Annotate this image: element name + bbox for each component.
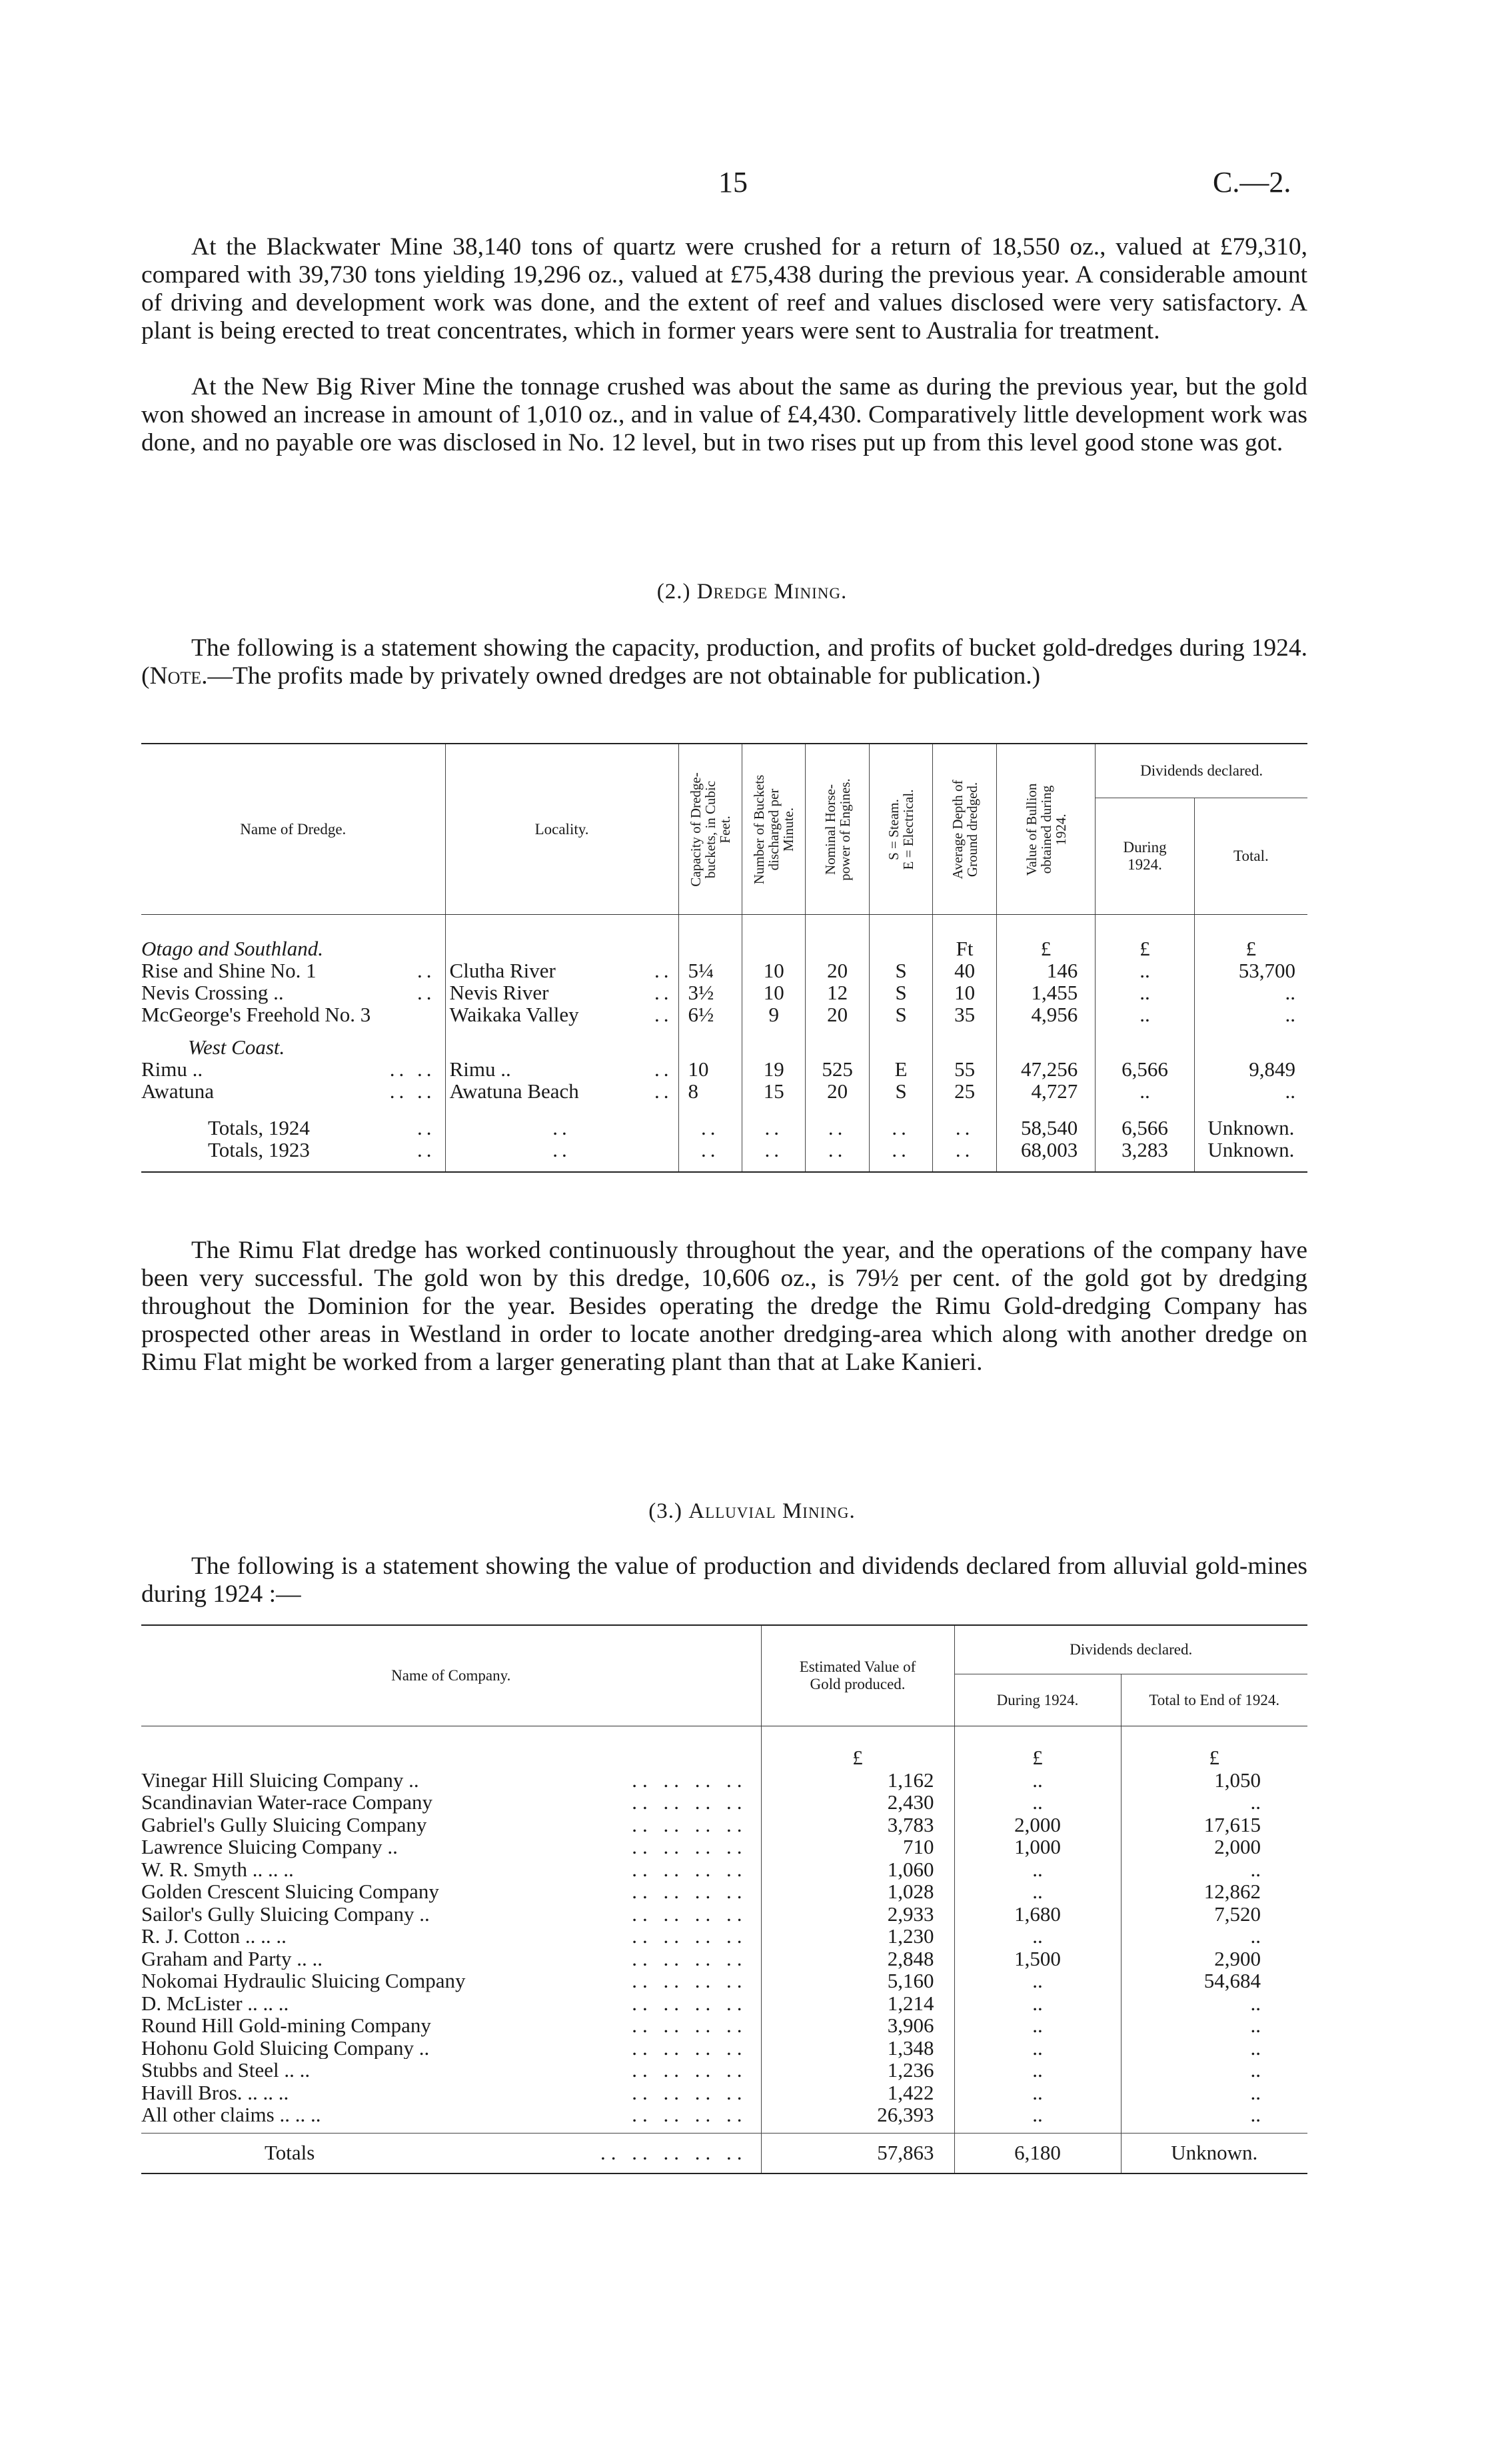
alluvial-name-cell <box>141 1992 761 2015</box>
dredge-locality: Nevis River <box>449 981 549 1004</box>
dredge-name: Awatuna <box>141 1079 215 1103</box>
alluvial-value: 710 <box>761 1836 954 1858</box>
dredge-capacity: 5¼ <box>678 959 742 981</box>
dredge-empty-cell: .. <box>869 1139 932 1172</box>
alluvial-during: .. <box>954 1769 1121 1792</box>
dredge-locality: Waikaka Valley <box>449 1003 579 1026</box>
alluvial-header-row <box>141 1625 1307 1674</box>
unit-total: £ <box>1194 915 1307 960</box>
alluvial-totals-row <box>141 2133 1307 2173</box>
alluvial-leader-dots: .. .. .. .. <box>632 1768 748 1791</box>
alluvial-totals-value: 57,863 <box>761 2133 954 2173</box>
dredge-name-dots: .. .. <box>389 1057 436 1081</box>
alluvial-row <box>141 2104 1307 2133</box>
alluvial-col-during: During 1924. <box>954 1674 1121 1726</box>
dredge-totals-during: 6,566 <box>1096 1102 1194 1139</box>
dredge-empty-cell: .. <box>678 1102 742 1139</box>
alluvial-total: .. <box>1121 2037 1307 2060</box>
alluvial-row <box>141 1858 1307 1881</box>
alluvial-during: 1,000 <box>954 1836 1121 1858</box>
alluvial-row <box>141 1836 1307 1858</box>
alluvial-company-name: W. R. Smyth .. .. .. <box>141 1858 294 1880</box>
alluvial-value: 2,430 <box>761 1791 954 1814</box>
dredge-empty-cell: .. <box>806 1139 869 1172</box>
dredge-heading <box>0 580 1504 604</box>
alluvial-total: .. <box>1121 1858 1307 1881</box>
dredge-totals-label-cell <box>141 1102 445 1139</box>
dredge-locality-dots: .. <box>654 1003 673 1026</box>
alluvial-name-cell <box>141 1925 761 1948</box>
alluvial-unit-during: £ <box>954 1726 1121 1769</box>
dredge-intro <box>141 634 1307 690</box>
alluvial-value: 1,236 <box>761 2059 954 2082</box>
dredge-empty-cell: .. <box>933 1139 996 1172</box>
alluvial-leader-dots: .. .. .. .. <box>632 1880 748 1903</box>
alluvial-leader-dots: .. .. .. .. <box>632 1791 748 1814</box>
alluvial-name-cell <box>141 2082 761 2104</box>
dredge-name: McGeorge's Freehold No. 3 <box>141 1003 371 1026</box>
dredge-col-horsepower: Nominal Horse- power of Engines. <box>806 744 869 915</box>
alluvial-during: .. <box>954 1858 1121 1881</box>
alluvial-heading-number: (3.) <box>648 1499 682 1523</box>
dredge-capacity: 6½ <box>678 1003 742 1025</box>
alluvial-total: 2,000 <box>1121 1836 1307 1858</box>
dredge-col-power: S = Steam. E = Electrical. <box>869 744 932 915</box>
alluvial-during: .. <box>954 1791 1121 1814</box>
dredge-during: .. <box>1096 981 1194 1003</box>
alluvial-leader-dots: .. .. .. .. <box>632 1947 748 1970</box>
unit-during: £ <box>1096 915 1194 960</box>
dredge-horsepower: 20 <box>806 959 869 981</box>
alluvial-totals-total: Unknown. <box>1121 2133 1307 2173</box>
dredge-locality-dots: .. <box>654 981 673 1004</box>
dredge-horsepower: 20 <box>806 1003 869 1025</box>
dredge-name-dots: .. .. <box>389 1079 436 1103</box>
alluvial-unit-total: £ <box>1121 1726 1307 1769</box>
alluvial-company-name: R. J. Cotton .. .. .. <box>141 1925 287 1948</box>
alluvial-leader-dots: .. .. .. .. <box>632 1970 748 1992</box>
alluvial-total: .. <box>1121 1925 1307 1948</box>
alluvial-table <box>141 1624 1307 2174</box>
alluvial-leader-dots: .. .. .. .. <box>632 2036 748 2059</box>
dredge-total: .. <box>1194 981 1307 1003</box>
alluvial-during: .. <box>954 2059 1121 2082</box>
alluvial-value: 1,214 <box>761 1992 954 2015</box>
dredge-empty-cell: .. <box>933 1102 996 1139</box>
dredge-col-name: Name of Dredge. <box>141 744 445 915</box>
alluvial-total: .. <box>1121 2059 1307 2082</box>
alluvial-leader-dots: .. .. .. .. <box>632 1858 748 1880</box>
dredge-name: Rimu .. <box>141 1057 203 1081</box>
alluvial-value: 2,933 <box>761 1903 954 1926</box>
alluvial-name-cell <box>141 1903 761 1926</box>
alluvial-during: .. <box>954 1880 1121 1903</box>
dredge-empty-cell: .. <box>806 1102 869 1139</box>
dredge-after-paragraph: The Rimu Flat dredge has worked continuously throughout the year, and the operations of the company have been very successful. The gold won by this dredge, 10,606 oz., is 79½ per cent. of the gold got by dredging throughout the Dominion for the year. Besides operating the dredge the Rimu Gold-dredging Company has prospected other areas in Westland in order to locate another dredging-area which along with another dredge on Rimu Flat might be worked from a larger generating plant than that at Lake Kanieri. <box>141 1237 1307 1376</box>
dredge-totals-dots: .. <box>417 1138 436 1161</box>
alluvial-value: 1,230 <box>761 1925 954 1948</box>
alluvial-during: 1,500 <box>954 1948 1121 1970</box>
dredge-totals-dots: .. <box>417 1116 436 1139</box>
alluvial-name-cell <box>141 1836 761 1858</box>
alluvial-name-cell <box>141 1791 761 1814</box>
dredge-col-capacity: Capacity of Dredge- buckets, in Cubic Feet. <box>678 744 742 915</box>
dredge-col-bullion: Value of Bullion obtained during 1924. <box>996 744 1095 915</box>
dredge-depth: 35 <box>933 1003 996 1025</box>
dredge-during: .. <box>1096 959 1194 981</box>
alluvial-name-cell <box>141 1948 761 1970</box>
dredge-total: .. <box>1194 1003 1307 1025</box>
alluvial-company-name: Stubbs and Steel .. .. <box>141 2059 311 2082</box>
alluvial-company-name: Lawrence Sluicing Company .. <box>141 1836 398 1858</box>
alluvial-leader-dots: .. .. .. .. <box>632 1836 748 1858</box>
dredge-power: E <box>869 1058 932 1080</box>
alluvial-name-cell <box>141 2037 761 2060</box>
dredge-col-locality: Locality. <box>445 744 678 915</box>
dredge-header-row <box>141 744 1307 798</box>
alluvial-value: 5,160 <box>761 1970 954 1992</box>
alluvial-units-row <box>141 1726 1307 1769</box>
alluvial-leader-dots: .. .. .. .. <box>632 1925 748 1948</box>
alluvial-row <box>141 2059 1307 2082</box>
dredge-capacity: 8 <box>678 1080 742 1102</box>
alluvial-name-cell <box>141 1769 761 1792</box>
dredge-locality-dots: .. <box>654 1079 673 1103</box>
dredge-total: 53,700 <box>1194 959 1307 981</box>
dredge-empty-cell: .. <box>869 1102 932 1139</box>
dredge-name: Rise and Shine No. 1 <box>141 959 317 982</box>
dredge-locality-cell <box>445 981 678 1003</box>
alluvial-company-name: All other claims .. .. .. <box>141 2104 321 2126</box>
alluvial-row <box>141 1791 1307 1814</box>
alluvial-total: 12,862 <box>1121 1880 1307 1903</box>
alluvial-value: 1,028 <box>761 1880 954 1903</box>
alluvial-during: .. <box>954 1925 1121 1948</box>
dredge-group-otago-row <box>141 915 1307 960</box>
alluvial-name-cell <box>141 1970 761 1992</box>
intro-paragraph-new-big-river: At the New Big River Mine the tonnage crushed was about the same as during the previous year, but the gold won showed an increase in amount of 1,010 oz., and in value of £4,430. Comparatively little development work was done, and no payable ore was disclosed in No. 12 level, but in two rises put up from this level good stone was got. <box>141 373 1307 456</box>
alluvial-row <box>141 1992 1307 2015</box>
alluvial-company-name: Havill Bros. .. .. .. <box>141 2081 289 2104</box>
dredge-totals-total: Unknown. <box>1194 1102 1307 1139</box>
dredge-col-depth: Average Depth of Ground dredged. <box>933 744 996 915</box>
alluvial-during: .. <box>954 1970 1121 1992</box>
document-reference: C.—2. <box>1213 166 1291 199</box>
dredge-locality-dots: .. <box>654 959 673 982</box>
dredge-intro-a: The following is a statement showing the capacity, production, and profits of bucket gold-dredges during 1924. ( <box>141 634 1307 690</box>
dredge-horsepower: 20 <box>806 1080 869 1102</box>
alluvial-value: 2,848 <box>761 1948 954 1970</box>
dredge-col-during: During 1924. <box>1096 798 1194 915</box>
alluvial-heading <box>0 1499 1504 1524</box>
dredge-totals-bullion: 58,540 <box>996 1102 1095 1139</box>
dredge-locality: Awatuna Beach <box>449 1079 579 1103</box>
alluvial-during: 1,680 <box>954 1903 1121 1926</box>
alluvial-name-cell <box>141 1814 761 1836</box>
alluvial-during: .. <box>954 2014 1121 2037</box>
dredge-row <box>141 1080 1307 1102</box>
alluvial-during: .. <box>954 2037 1121 2060</box>
alluvial-company-name: Round Hill Gold-mining Company <box>141 2014 431 2037</box>
alluvial-unit-value: £ <box>761 1726 954 1769</box>
alluvial-value: 1,348 <box>761 2037 954 2060</box>
alluvial-value: 1,162 <box>761 1769 954 1792</box>
dredge-power: S <box>869 1080 932 1102</box>
alluvial-row <box>141 1769 1307 1792</box>
dredge-totals-during: 3,283 <box>1096 1139 1194 1172</box>
alluvial-total: .. <box>1121 2104 1307 2133</box>
alluvial-company-name: Vinegar Hill Sluicing Company .. <box>141 1768 419 1791</box>
alluvial-totals-label: Totals <box>265 2140 315 2164</box>
alluvial-value: 3,906 <box>761 2014 954 2037</box>
dredge-note-word: Note. <box>149 662 208 690</box>
dredge-heading-title: Dredge Mining. <box>696 580 848 604</box>
alluvial-total: .. <box>1121 1992 1307 2015</box>
dredge-totals-bullion: 68,003 <box>996 1139 1095 1172</box>
dredge-intro-b: —The profits made by privately owned dredges are not obtainable for publication.) <box>207 662 1041 690</box>
dredge-depth: 55 <box>933 1058 996 1080</box>
dredge-totals-row <box>141 1139 1307 1172</box>
alluvial-leader-dots: .. .. .. .. <box>632 2104 748 2126</box>
dredge-name-cell <box>141 1058 445 1080</box>
alluvial-name-cell <box>141 2059 761 2082</box>
dredge-table <box>141 743 1307 1173</box>
dredge-power: S <box>869 1003 932 1025</box>
alluvial-col-dividends: Dividends declared. <box>954 1625 1307 1674</box>
alluvial-col-value: Estimated Value of Gold produced. <box>761 1625 954 1726</box>
alluvial-row <box>141 2082 1307 2104</box>
dredge-locality-cell <box>445 959 678 981</box>
alluvial-row <box>141 1880 1307 1903</box>
dredge-empty-cell: .. <box>742 1139 806 1172</box>
dredge-name-cell <box>141 959 445 981</box>
dredge-totals-label: Totals, 1924 <box>208 1116 310 1139</box>
alluvial-col-company: Name of Company. <box>141 1625 761 1726</box>
dredge-bullion: 1,455 <box>996 981 1095 1003</box>
alluvial-during: .. <box>954 1992 1121 2015</box>
intro-paragraph-blackwater: At the Blackwater Mine 38,140 tons of quartz were crushed for a return of 18,550 oz., valued at £79,310, compared with 39,730 tons yielding 19,296 oz., valued at £75,438 during the previous year. A considerable amount of driving and development work was done, and the extent of reef and values disclosed were very satisfactory. A plant is being erected to treat concentrates, which in former years were sent to Australia for treatment. <box>141 233 1307 344</box>
dredge-totals-row <box>141 1102 1307 1139</box>
alluvial-leader-dots: .. .. .. .. <box>632 2014 748 2037</box>
dredge-row <box>141 959 1307 981</box>
dredge-locality: Rimu .. <box>449 1057 511 1081</box>
dredge-empty-cell: .. <box>742 1102 806 1139</box>
dredge-bullion: 4,727 <box>996 1080 1095 1102</box>
dredge-name-dots: .. <box>417 981 436 1004</box>
dredge-capacity: 3½ <box>678 981 742 1003</box>
unit-bullion: £ <box>996 915 1095 960</box>
dredge-name: Nevis Crossing .. <box>141 981 284 1004</box>
dredge-totals-label-cell <box>141 1139 445 1172</box>
alluvial-totals-during: 6,180 <box>954 2133 1121 2173</box>
unit-depth: Ft <box>933 915 996 960</box>
alluvial-value: 1,422 <box>761 2082 954 2104</box>
dredge-bullion: 4,956 <box>996 1003 1095 1025</box>
dredge-depth: 10 <box>933 981 996 1003</box>
dredge-locality-cell <box>445 1080 678 1102</box>
alluvial-total: 54,684 <box>1121 1970 1307 1992</box>
dredge-name-dots: .. <box>417 959 436 982</box>
dredge-empty-cell: .. <box>678 1139 742 1172</box>
alluvial-leader-dots: .. .. .. .. <box>632 1992 748 2014</box>
alluvial-total: 1,050 <box>1121 1769 1307 1792</box>
dredge-group-west: West Coast. <box>188 1035 285 1059</box>
alluvial-company-name: Gabriel's Gully Sluicing Company <box>141 1813 427 1836</box>
dredge-buckets: 15 <box>742 1080 806 1102</box>
alluvial-value: 26,393 <box>761 2104 954 2133</box>
alluvial-leader-dots: .. .. .. .. <box>632 1813 748 1836</box>
alluvial-row <box>141 1925 1307 1948</box>
alluvial-total: .. <box>1121 2082 1307 2104</box>
alluvial-value: 3,783 <box>761 1814 954 1836</box>
alluvial-intro: The following is a statement showing the value of production and dividends declared from alluvial gold-mines during 1924 :— <box>141 1552 1307 1608</box>
dredge-empty-cell: .. <box>445 1102 678 1139</box>
alluvial-name-cell <box>141 2104 761 2133</box>
alluvial-company-name: Sailor's Gully Sluicing Company .. <box>141 1902 430 1925</box>
dredge-during: .. <box>1096 1080 1194 1102</box>
alluvial-during: .. <box>954 2082 1121 2104</box>
dredge-group-west-row <box>141 1025 1307 1058</box>
alluvial-value: 1,060 <box>761 1858 954 1881</box>
alluvial-leader-dots: .. .. .. .. <box>632 1902 748 1925</box>
dredge-heading-number: (2.) <box>656 580 691 604</box>
dredge-total: 9,849 <box>1194 1058 1307 1080</box>
alluvial-row <box>141 1903 1307 1926</box>
alluvial-row <box>141 1814 1307 1836</box>
dredge-total: .. <box>1194 1080 1307 1102</box>
dredge-locality-cell <box>445 1058 678 1080</box>
alluvial-company-name: Golden Crescent Sluicing Company <box>141 1880 439 1903</box>
dredge-locality-dots: .. <box>654 1057 673 1081</box>
alluvial-leader-dots: .. .. .. .. <box>632 2059 748 2082</box>
dredge-locality: Clutha River <box>449 959 556 982</box>
alluvial-total: .. <box>1121 1791 1307 1814</box>
alluvial-during: .. <box>954 2104 1121 2133</box>
alluvial-company-name: Scandinavian Water-race Company <box>141 1791 433 1814</box>
alluvial-col-total: Total to End of 1924. <box>1121 1674 1307 1726</box>
dredge-bullion: 47,256 <box>996 1058 1095 1080</box>
dredge-buckets: 10 <box>742 981 806 1003</box>
dredge-buckets: 9 <box>742 1003 806 1025</box>
alluvial-leader-dots: .. .. .. .. <box>632 2081 748 2104</box>
page-number: 15 <box>718 166 748 199</box>
dredge-row <box>141 1003 1307 1025</box>
alluvial-during: 2,000 <box>954 1814 1121 1836</box>
dredge-bullion: 146 <box>996 959 1095 981</box>
dredge-power: S <box>869 959 932 981</box>
dredge-power: S <box>869 981 932 1003</box>
alluvial-company-name: Graham and Party .. .. <box>141 1947 323 1970</box>
dredge-col-buckets: Number of Buckets discharged per Minute. <box>742 744 806 915</box>
alluvial-total: 17,615 <box>1121 1814 1307 1836</box>
dredge-locality-cell <box>445 1003 678 1025</box>
dredge-name-cell <box>141 1003 445 1025</box>
alluvial-name-cell <box>141 2014 761 2037</box>
alluvial-company-name: Nokomai Hydraulic Sluicing Company <box>141 1970 466 1992</box>
dredge-capacity: 10 <box>678 1058 742 1080</box>
dredge-during: .. <box>1096 1003 1194 1025</box>
dredge-horsepower: 525 <box>806 1058 869 1080</box>
alluvial-total: 7,520 <box>1121 1903 1307 1926</box>
dredge-depth: 40 <box>933 959 996 981</box>
dredge-row <box>141 981 1307 1003</box>
dredge-col-total: Total. <box>1194 798 1307 915</box>
alluvial-total: 2,900 <box>1121 1948 1307 1970</box>
alluvial-company-name: Hohonu Gold Sluicing Company .. <box>141 2036 430 2059</box>
alluvial-company-name: D. McLister .. .. .. <box>141 1992 289 2014</box>
dredge-totals-label: Totals, 1923 <box>208 1138 310 1161</box>
dredge-col-dividends: Dividends declared. <box>1096 744 1307 798</box>
dredge-buckets: 19 <box>742 1058 806 1080</box>
dredge-totals-total: Unknown. <box>1194 1139 1307 1172</box>
dredge-empty-cell: .. <box>445 1139 678 1172</box>
dredge-depth: 25 <box>933 1080 996 1102</box>
alluvial-row <box>141 2037 1307 2060</box>
dredge-name-cell <box>141 1080 445 1102</box>
alluvial-totals-dots: .. .. .. .. .. <box>600 2140 748 2164</box>
dredge-row <box>141 1058 1307 1080</box>
dredge-group-otago: Otago and Southland. <box>141 937 323 960</box>
alluvial-total: .. <box>1121 2014 1307 2037</box>
alluvial-name-cell <box>141 1880 761 1903</box>
alluvial-name-cell <box>141 1858 761 1881</box>
alluvial-heading-title: Alluvial Mining. <box>688 1499 856 1523</box>
dredge-buckets: 10 <box>742 959 806 981</box>
dredge-name-cell <box>141 981 445 1003</box>
dredge-during: 6,566 <box>1096 1058 1194 1080</box>
alluvial-row <box>141 1948 1307 1970</box>
alluvial-row <box>141 2014 1307 2037</box>
dredge-horsepower: 12 <box>806 981 869 1003</box>
alluvial-row <box>141 1970 1307 1992</box>
